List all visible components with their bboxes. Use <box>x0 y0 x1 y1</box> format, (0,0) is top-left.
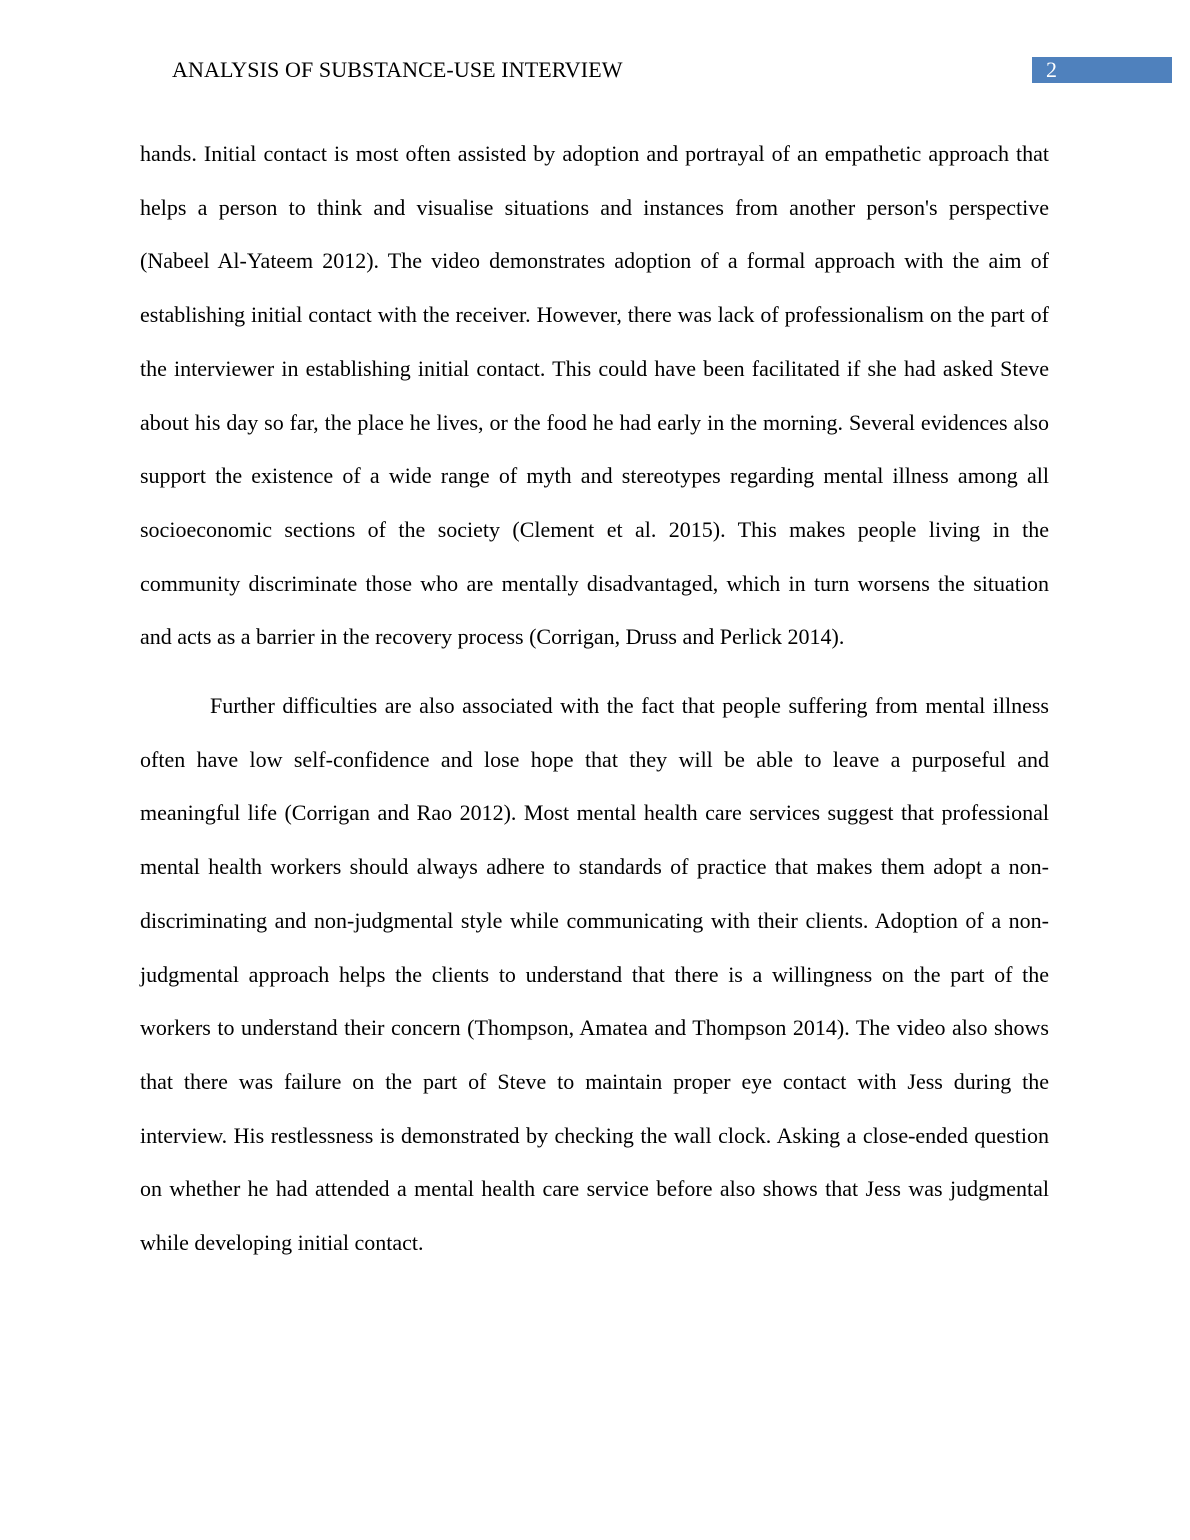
paragraph-1: hands. Initial contact is most often assisted by adoption and portrayal of an empathetic approach that helps a person to think and visualise situations and instances from another person's perspective (Nabeel Al-Yateem 2012). The video demonstrates adoption of a formal approach with the aim of establishing initial contact with the receiver. However, there was lack of professionalism on the part of the interviewer in establishing initial contact. This could have been facilitated if she had asked Steve about his day so far, the place he lives, or the food he had early in the morning. Several evidences also support the existence of a wide range of myth and stereotypes regarding mental illness among all socioeconomic sections of the society (Clement et al. 2015). This makes people living in the community discriminate those who are mentally disadvantaged, which in turn worsens the situation and acts as a barrier in the recovery process (Corrigan, Druss and Perlick 2014). <box>140 141 1049 650</box>
page-number-badge <box>1032 57 1172 83</box>
page-number: 2 <box>1046 57 1057 82</box>
running-head: ANALYSIS OF SUBSTANCE-USE INTERVIEW <box>172 57 623 82</box>
body-text <box>140 127 1049 1270</box>
paragraph-2: Further difficulties are also associated with the fact that people suffering from mental illness often have low self-confidence and lose hope that they will be able to leave a purposeful and meaningful life (Corrigan and Rao 2012). Most mental health care services suggest that professional mental health workers should always adhere to standards of practice that makes them adopt a non-discriminating and non-judgmental style while communicating with their clients. Adoption of a non-judgmental approach helps the clients to understand that there is a willingness on the part of the workers to understand their concern (Thompson, Amatea and Thompson 2014). The video also shows that there was failure on the part of Steve to maintain proper eye contact with Jess during the interview. His restlessness is demonstrated by checking the wall clock. Asking a close-ended question on whether he had attended a mental health care service before also shows that Jess was judgmental while developing initial contact. <box>140 693 1049 1256</box>
